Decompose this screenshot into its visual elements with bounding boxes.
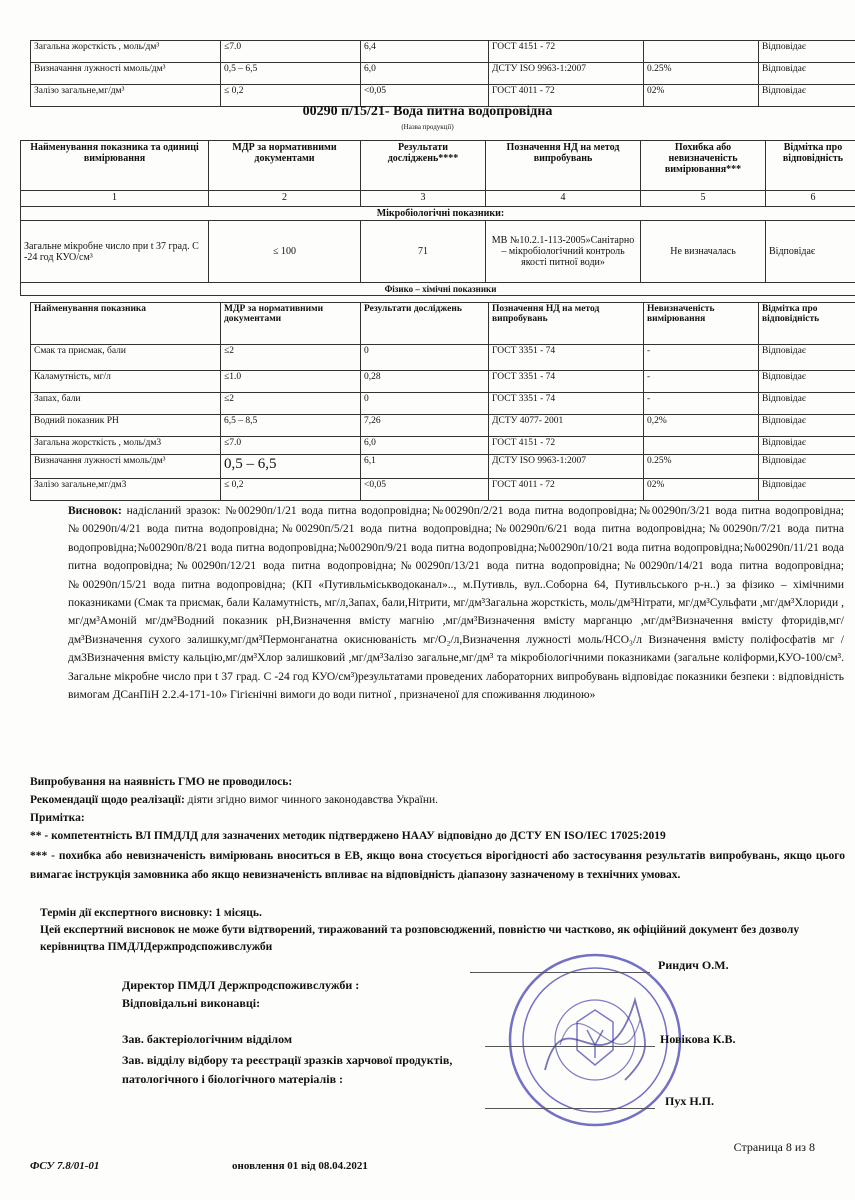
table-row bbox=[31, 437, 855, 455]
cell-mdr: 0,5 – 6,5 bbox=[221, 63, 361, 85]
validity-term: Термін дії експертного висновку: 1 місяць. bbox=[40, 907, 262, 919]
product-title: 00290 п/15/21- Вода питна водопровідна bbox=[302, 104, 553, 119]
cell-mark: Відповідає bbox=[766, 221, 855, 283]
cell-error: - bbox=[644, 345, 759, 371]
form-code: ФСУ 7.8/01-01 bbox=[30, 1160, 100, 1172]
cell-mdr: ≤ 100 bbox=[209, 221, 361, 283]
cell-name: Загальне мікробне число при t 37 град. С -24 год КУО/см³ bbox=[21, 221, 209, 283]
cell-result: 0 bbox=[361, 393, 489, 415]
official-seal bbox=[505, 950, 685, 1130]
header-mark: Відмітка про відповідність bbox=[766, 141, 855, 191]
cell-method: МВ №10.2.1-113-2005»Санітарно – мікробіологічний контроль якості питної води» bbox=[486, 221, 641, 283]
restriction-note: Цей експертний висновок не може бути відтворений, тиражований та розповсюджений, повністю чи частково, як офіційний документ без дозволу керівництва ПМДЛДержпродспоживслужби bbox=[40, 924, 800, 953]
cell-name: Визначання лужності ммоль/дм³ bbox=[31, 63, 221, 85]
cell-name: Загальна жорсткість , моль/дм3 bbox=[31, 437, 221, 455]
table-row bbox=[31, 479, 855, 501]
column-number: 2 bbox=[209, 191, 361, 207]
cell-method: ГОСТ 4151 - 72 bbox=[489, 437, 644, 455]
top-results-table bbox=[30, 40, 855, 107]
recommendation bbox=[30, 792, 845, 810]
bact-head-title: Зав. бактеріологічним відділом bbox=[122, 1032, 293, 1046]
director-title: Директор ПМДЛ Держпродспоживслужби : bbox=[122, 978, 360, 992]
header-error: Невизначеність вимірювання bbox=[644, 303, 759, 345]
cell-method: ДСТУ ISO 9963-1:2007 bbox=[489, 455, 644, 479]
section-row bbox=[21, 283, 855, 296]
cell-result: 71 bbox=[361, 221, 486, 283]
table-row bbox=[31, 345, 855, 371]
table-row bbox=[31, 455, 855, 479]
cell-result: 0,28 bbox=[361, 371, 489, 393]
product-subtitle: (Назва продукції) bbox=[401, 123, 454, 131]
header-mark: Відмітка про відповідність bbox=[759, 303, 855, 345]
column-number: 1 bbox=[21, 191, 209, 207]
conclusion-text: надісланий зразок: №00290п/1/21 вода питна водопровідна;№00290п/2/21 вода питна водопровідна;№00290п/3/21 вода питна водопровідна;№00290п/4/21 вода питна водопровідна;№00290п/5/21 вода питна водопровідна;№00290п/6/21 вода питна водопровідна;№00290п/7/21 вода питна водопровідна;№00290п/8/21 вода питна водопровідна;№00290п/9/21 вода питна водопровідна;№00290п/10/21 вода питна водопровідна;№00290п/11/21 вода питна водопровідна;№00290п/12/21 вода питна водопровідна;№00290п/13/21 вода питна водопровідна;№00290п/14/21 вода питна водопровідна;№00290п/15/21 вода питна водопровідна; (КП «Путивльміськводоканал».., м.Путивль, вул..Соборна 64, Путивльського р-н..) за фізико – хімічними показниками (Смак та присмак, бали Каламутність, мг/л,Запах, бали,Нітрити, мг/дм³Загальна жорсткість, моль/дм³Нітрати, мг/дм³Сульфати ,мг/дм³Хлориди , мг/дм³Амоній мг/дм³Водний показник рН,Визначення вмісту магнію ,мг/дм³Визначення вмісту марганцю ,мг/дм³Визначення вмісту фторидів,мг/дм³Визначення сухого залишку,мг/дм³Пермонганатна окиснюваність мг/О₂/л,Визначення лужності моль/НСО₃/л Визначення вмісту поліфосфатів мг /дм3Визначення вмісту кальцію,мг/дм³Хлор залишковий ,мг/дм³Залізо загальне,мг/дм³ та мікробіологічними показниками (загальне коліформи,КУО-100/см³. Загальне мікробне число при t 37 град. С -24 год КУО/см³)результатами проведених лабораторних випробувань відповідає показники безпеки : відповідність вимогам ДСанПіН 2.2.4-171-10» Гігієнічні вимоги до води питної , призначеної для споживання людиною» bbox=[68, 505, 845, 702]
cell-error: 02% bbox=[644, 85, 759, 107]
cell-mdr: 6,5 – 8,5 bbox=[221, 415, 361, 437]
responsible-title: Відповідальні виконавці: bbox=[122, 996, 261, 1010]
cell-mdr: ≤7.0 bbox=[221, 41, 361, 63]
header-row bbox=[21, 141, 855, 191]
cell-result: 6,0 bbox=[361, 437, 489, 455]
cell-error: Не визначалась bbox=[641, 221, 766, 283]
cell-method: ГОСТ 4151 - 72 bbox=[489, 41, 644, 63]
table-row bbox=[31, 415, 855, 437]
cell-mark: Відповідає bbox=[759, 479, 855, 501]
table-row bbox=[31, 371, 855, 393]
cell-error: 0.25% bbox=[644, 455, 759, 479]
note-accreditation: ** - компетентність ВЛ ПМДЛД для зазначених методик підтверджено НААУ відповідно до ДСТУ EN ISO/IEC 17025:2019 bbox=[30, 830, 666, 842]
recommendation-label: Рекомендації щодо реалізації: bbox=[30, 794, 185, 806]
revision-info: оновлення 01 від 08.04.2021 bbox=[232, 1160, 368, 1172]
cell-error: 02% bbox=[644, 479, 759, 501]
header-method: Позначення НД на метод випробувань bbox=[489, 303, 644, 345]
cell-result: 0 bbox=[361, 345, 489, 371]
cell-error bbox=[644, 41, 759, 63]
bact-head-name: Новікова К.В. bbox=[660, 1032, 736, 1046]
conclusion-label: Висновок: bbox=[68, 505, 122, 517]
cell-mdr: ≤7.0 bbox=[221, 437, 361, 455]
bact-signature-line bbox=[485, 1046, 655, 1047]
cell-mdr: ≤ 0,2 bbox=[221, 479, 361, 501]
cell-error bbox=[644, 437, 759, 455]
header-error: Похибка або невизначеність вимірювання*** bbox=[641, 141, 766, 191]
cell-name: Загальна жорсткість , моль/дм³ bbox=[31, 41, 221, 63]
sampling-head-name: Пух Н.П. bbox=[665, 1094, 715, 1108]
director-name: Риндич О.М. bbox=[658, 958, 729, 972]
cell-mark: Відповідає bbox=[759, 415, 855, 437]
table-row bbox=[31, 63, 855, 85]
cell-method: ДСТУ 4077- 2001 bbox=[489, 415, 644, 437]
cell-result: 7,26 bbox=[361, 415, 489, 437]
cell-result: 6,0 bbox=[361, 63, 489, 85]
cell-name: Водний показник РН bbox=[31, 415, 221, 437]
cell-method: ДСТУ ISO 9963-1:2007 bbox=[489, 63, 644, 85]
header-mdr: МДР за нормативними документами bbox=[209, 141, 361, 191]
note-uncertainty: *** - похибка або невизначеність вимірювань вноситься в ЕВ, якщо вона стосується вірогідності або застосування результатів випробувань, якщо цього вимагає інструкція замовника або якщо невизначеність впливає на відповідність діапазону зазначеному в технічних умовах. bbox=[30, 850, 845, 881]
cell-method: ГОСТ 3351 - 74 bbox=[489, 345, 644, 371]
sampling-head-title: Зав. відділу відбору та реєстрації зразків харчової продуктів, патологічного і біологічного матеріалів : bbox=[122, 1053, 453, 1086]
phys-section-label: Фізико – хімічні показники bbox=[21, 283, 855, 296]
cell-mdr: ≤2 bbox=[221, 345, 361, 371]
table-row bbox=[31, 41, 855, 63]
cell-mark: Відповідає bbox=[759, 393, 855, 415]
column-number: 4 bbox=[486, 191, 641, 207]
cell-error: - bbox=[644, 393, 759, 415]
cell-mark: Відповідає bbox=[759, 455, 855, 479]
cell-result: <0,05 bbox=[361, 85, 489, 107]
header-method: Позначення НД на метод випробувань bbox=[486, 141, 641, 191]
recommendation-text: діяти згідно вимог чинного законодавства України. bbox=[187, 794, 439, 806]
cell-method: ГОСТ 4011 - 72 bbox=[489, 85, 644, 107]
cell-error: 0,2% bbox=[644, 415, 759, 437]
note-label: Примітка: bbox=[30, 812, 85, 824]
section-row bbox=[21, 207, 855, 221]
sampling-signature-line bbox=[485, 1108, 655, 1109]
cell-mdr: ≤1.0 bbox=[221, 371, 361, 393]
cell-mark: Відповідає bbox=[759, 63, 855, 85]
cell-method: ГОСТ 4011 - 72 bbox=[489, 479, 644, 501]
cell-mark: Відповідає bbox=[759, 371, 855, 393]
cell-mark: Відповідає bbox=[759, 345, 855, 371]
phys-table bbox=[30, 302, 855, 501]
cell-result: <0,05 bbox=[361, 479, 489, 501]
cell-method: ГОСТ 3351 - 74 bbox=[489, 371, 644, 393]
header-result: Результати досліджень bbox=[361, 303, 489, 345]
cell-mdr: ≤2 bbox=[221, 393, 361, 415]
cell-result: 6,4 bbox=[361, 41, 489, 63]
cell-error: 0.25% bbox=[644, 63, 759, 85]
header-row bbox=[31, 303, 855, 345]
cell-mdr: ≤ 0,2 bbox=[221, 85, 361, 107]
header-result: Результати досліджень**** bbox=[361, 141, 486, 191]
cell-name: Залізо загальне,мг/дм3 bbox=[31, 479, 221, 501]
header-mdr: МДР за нормативними документами bbox=[221, 303, 361, 345]
director-signature-line bbox=[470, 972, 650, 973]
table-row bbox=[21, 221, 855, 283]
cell-mark: Відповідає bbox=[759, 85, 855, 107]
cell-name: Смак та присмак, бали bbox=[31, 345, 221, 371]
page-number: Страница 8 из 8 bbox=[733, 1140, 815, 1154]
cell-error: - bbox=[644, 371, 759, 393]
cell-name: Залізо загальне,мг/дм³ bbox=[31, 85, 221, 107]
micro-section-label: Мікробіологічні показники: bbox=[21, 207, 855, 221]
column-numbers-row bbox=[21, 191, 855, 207]
header-name: Найменування показника bbox=[31, 303, 221, 345]
conclusion bbox=[68, 502, 844, 704]
column-number: 6 bbox=[766, 191, 855, 207]
table-row bbox=[31, 393, 855, 415]
column-number: 5 bbox=[641, 191, 766, 207]
cell-method: ГОСТ 3351 - 74 bbox=[489, 393, 644, 415]
cell-name: Каламутність, мг/л bbox=[31, 371, 221, 393]
cell-mark: Відповідає bbox=[759, 437, 855, 455]
header-name: Найменування показника та одиниці вимірювання bbox=[21, 141, 209, 191]
cell-name: Визначання лужності ммоль/дм³ bbox=[31, 455, 221, 479]
micro-table bbox=[20, 140, 855, 296]
cell-mdr: 0,5 – 6,5 bbox=[221, 455, 361, 479]
cell-name: Запах, бали bbox=[31, 393, 221, 415]
column-number: 3 bbox=[361, 191, 486, 207]
cell-result: 6,1 bbox=[361, 455, 489, 479]
gmo-note: Випробування на наявність ГМО не проводилось: bbox=[30, 776, 293, 788]
cell-mark: Відповідає bbox=[759, 41, 855, 63]
